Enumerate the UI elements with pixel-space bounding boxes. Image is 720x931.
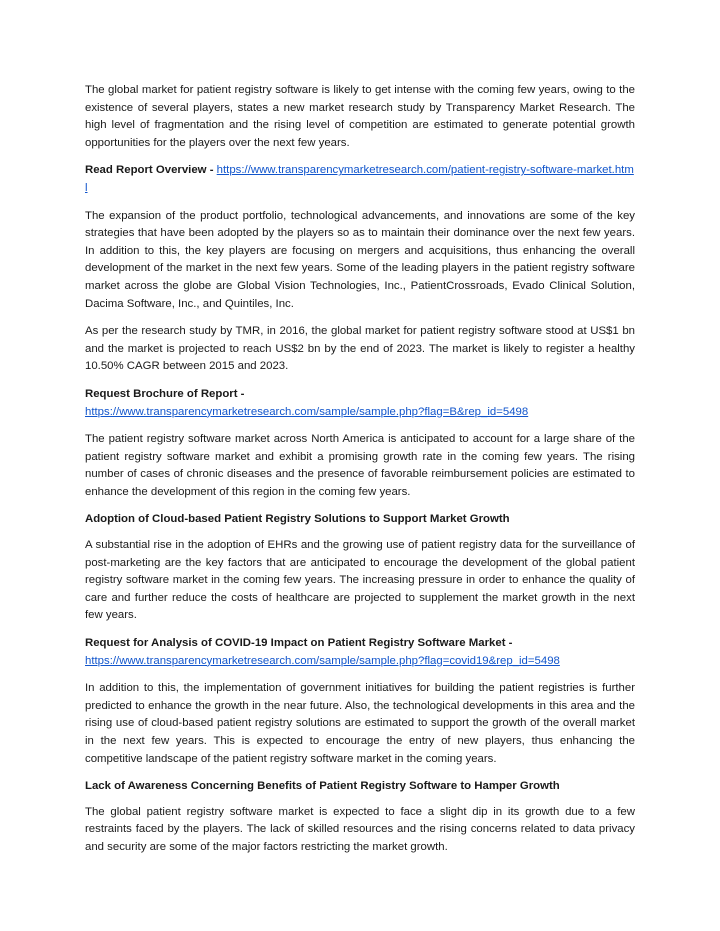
market-size-paragraph: As per the research study by TMR, in 2016, the global market for patient registry software stood at US$1 bn and the market is projected to reach US$2 bn by the end of 2023. The market is likely to register a healthy 10.50% CAGR between 2015 and 2023. (85, 325, 635, 373)
brochure-label: Request Brochure of Report - (85, 387, 245, 400)
north-america-paragraph: The patient registry software market across North America is anticipated to account for a large share of the patient registry software market and exhibit a promising growth rate in the coming few years. The rising number of cases of chronic diseases and the presence of favorable reimbursement policies are estimated to enhance the development of this region in the coming few years. (85, 433, 635, 498)
document-body (85, 82, 635, 857)
lack-of-awareness-heading: Lack of Awareness Concerning Benefits of Patient Registry Software to Hamper Growth (85, 780, 560, 793)
covid-analysis-label: Request for Analysis of COVID-19 Impact on Patient Registry Software Market - (85, 637, 513, 650)
brochure-line (85, 386, 635, 421)
intro-paragraph: The global market for patient registry software is likely to get intense with the coming few years, owing to the existence of several players, states a new market research study by Transparency Market Research. The high level of fragmentation and the rising level of competition are estimated to generate potential growth opportunities for the players over the next few years. (85, 84, 635, 149)
covid-analysis-link[interactable]: https://www.transparencymarketresearch.com/sample/sample.php?flag=covid19&rep_id=5498 (85, 654, 560, 667)
cloud-adoption-heading: Adoption of Cloud-based Patient Registry Solutions to Support Market Growth (85, 513, 510, 526)
restraints-paragraph: The global patient registry software market is expected to face a slight dip in its growth due to a few restraints faced by the players. The lack of skilled resources and the rising concerns related to data privacy and security are some of the major factors restricting the market growth. (85, 805, 635, 853)
report-overview-label: Read Report Overview - (85, 164, 217, 177)
covid-analysis-line (85, 635, 635, 670)
ehr-adoption-paragraph: A substantial rise in the adoption of EHRs and the growing use of patient registry data for the surveillance of post-marketing are the key factors that are anticipated to encourage the development of the global patient registry software market in the coming few years. The increasing pressure in order to enhance the quality of care and further reduce the costs of healthcare are projected to supplement the market growth in the next few years. (85, 539, 635, 622)
report-overview-link[interactable]: https://www.transparencymarketresearch.com/patient-registry-software-market.html (85, 164, 634, 194)
report-overview-line (85, 162, 635, 197)
government-initiatives-paragraph: In addition to this, the implementation of government initiatives for building the patient registries is further predicted to enhance the growth in the near future. Also, the technological developments in this area and the rising use of cloud-based patient registry solutions are estimated to support the growth of the overall market in the next few years. This is expected to encourage the entry of new players, thus enhancing the competitive landscape of the patient registry software market in the coming years. (85, 682, 635, 765)
strategies-paragraph: The expansion of the product portfolio, technological advancements, and innovations are some of the key strategies that have been adopted by the players so as to maintain their dominance over the next few years. In addition to this, the key players are focusing on mergers and acquisitions, thus enhancing the overall development of the market in the next few years. Some of the leading players in the patient registry software market across the globe are Global Vision Technologies, Inc., PatientCrossroads, Evado Clinical Solution, Dacima Software, Inc., and Quintiles, Inc. (85, 209, 635, 310)
brochure-link[interactable]: https://www.transparencymarketresearch.com/sample/sample.php?flag=B&rep_id=5498 (85, 405, 529, 418)
